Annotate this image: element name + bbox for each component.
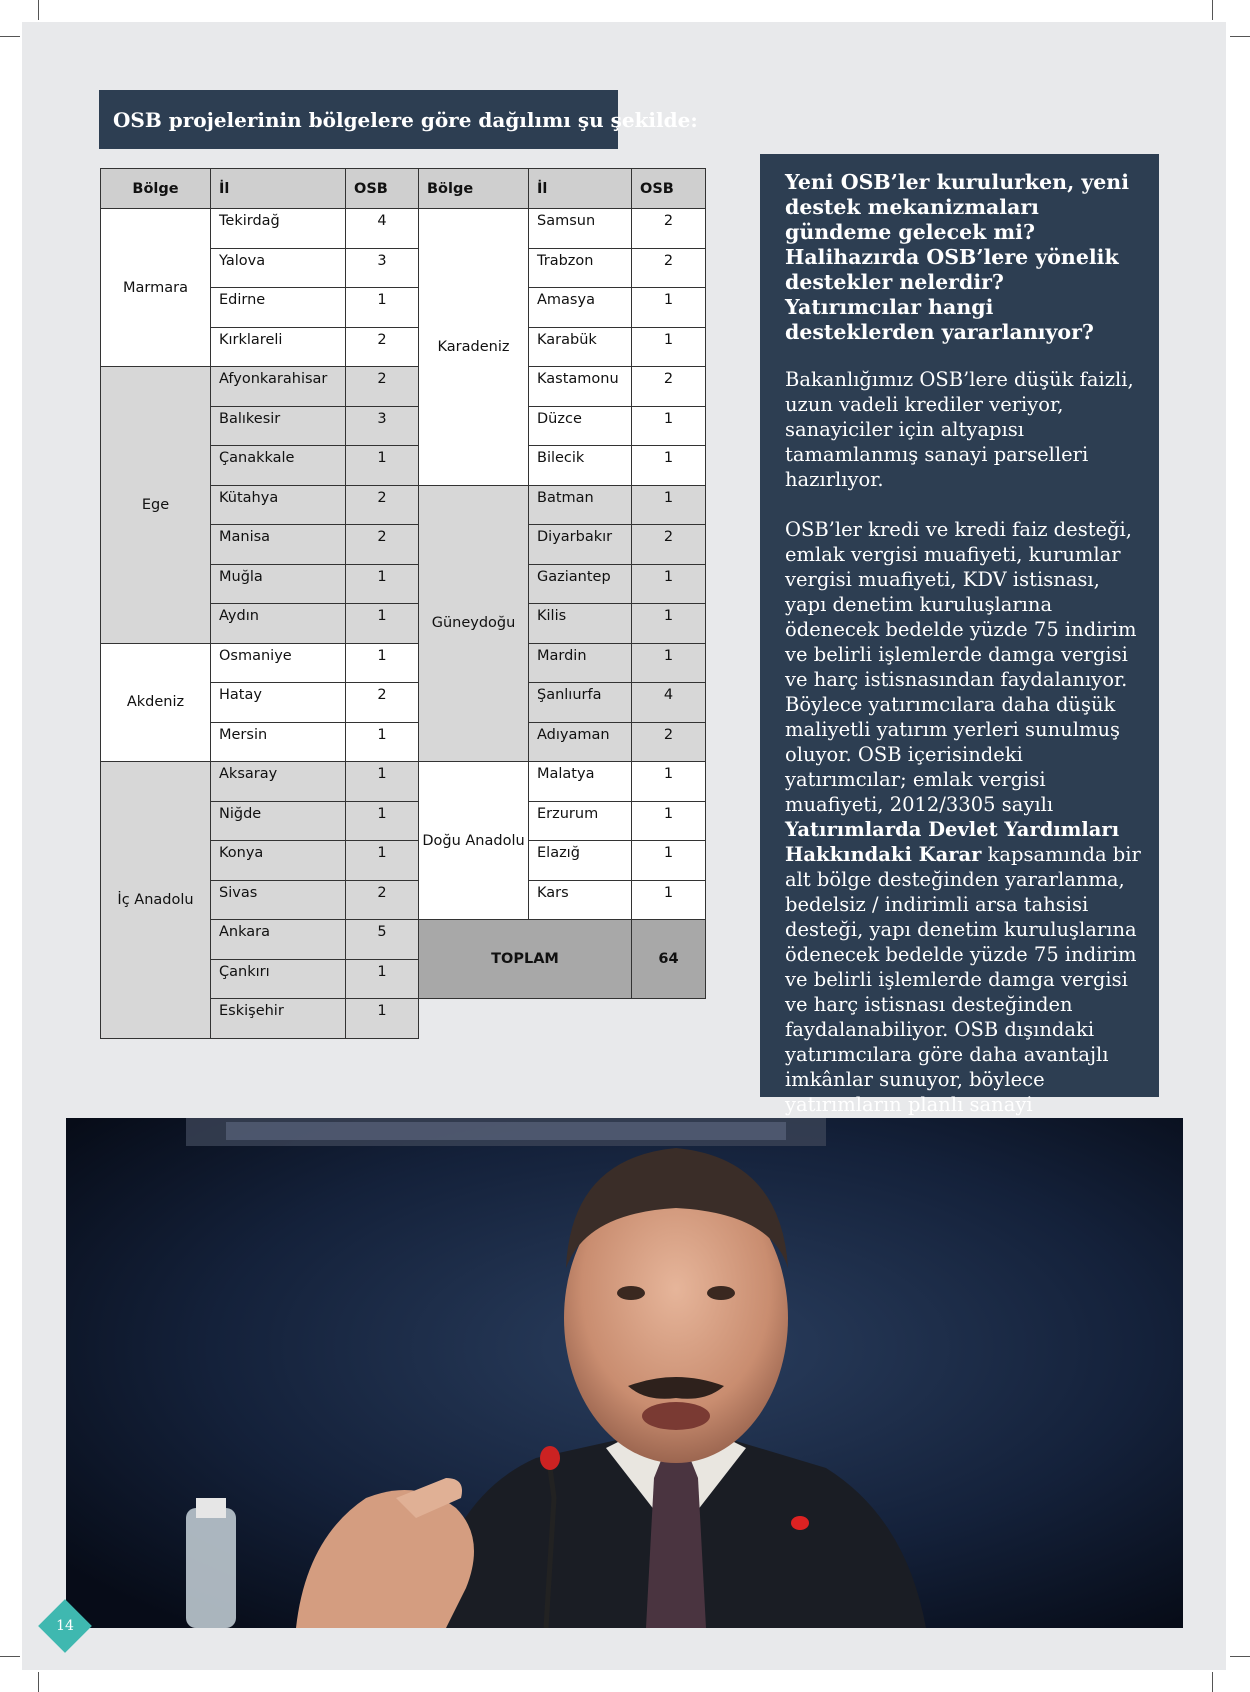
province-cell: Çanakkale [211,446,346,486]
osb-count-cell: 4 [346,209,419,249]
province-cell: Mersin [211,722,346,762]
province-cell: Hatay [211,683,346,723]
osb-count-cell: 1 [632,841,706,881]
table-header-row [101,169,706,209]
province-cell: Mardin [529,643,632,683]
header-il: İl [529,169,632,209]
province-cell: Batman [529,485,632,525]
crop-mark [1212,0,1213,20]
table-row [101,209,706,249]
province-cell: Aydın [211,604,346,644]
answer-text: OSB’ler kredi ve kredi faiz desteği, emlak vergisi muafiyeti, kurumlar vergisi muafiyeti, KDV istisnası, yapı denetim kuruluşlarına ödenecek bedelde yüzde 75 indirim ve belirli işlemlerde damga vergisi ve harç istisnasından faydalanıyor. Böylece yatırımcılara daha düşük maliyetli yatırım yerleri sunulmuş oluyor. OSB içerisindeki yatırımcılar; emlak vergisi muafiyeti, 2012/3305 sayılı [785,518,1137,816]
osb-count-cell: 2 [632,722,706,762]
province-cell: Kars [529,880,632,920]
interview-sidebar [760,154,1159,1116]
province-cell: Osmaniye [211,643,346,683]
province-cell: Karabük [529,327,632,367]
province-cell: Trabzon [529,248,632,288]
region-cell: İç Anadolu [101,762,211,1039]
province-cell: Eskişehir [211,999,346,1039]
page-number: 14 [56,1618,74,1634]
province-cell: Kilis [529,604,632,644]
region-cell: Akdeniz [101,643,211,762]
province-cell: Aksaray [211,762,346,802]
section-heading: OSB projelerinin bölgelere göre dağılımı şu şekilde: [99,90,618,149]
region-cell: Ege [101,367,211,644]
province-cell: Kütahya [211,485,346,525]
osb-count-cell: 1 [632,327,706,367]
province-cell: Tekirdağ [211,209,346,249]
answer-text: kapsamında bir alt bölge desteğinden yararlanma, bedelsiz / indirimli arsa tahsisi desteği, yapı denetim kuruluşlarına ödenecek bedelde yüzde 75 indirim ve belirli işlemlerde damga vergisi ve harç istisnası desteğinden faydalanabiliyor. OSB dışındaki yatırımcılara göre daha avantajlı imkânlar sunuyor, böylece yatırımların planlı sanayi [785,843,1141,1116]
header-bolge: Bölge [101,169,211,209]
region-cell: Doğu Anadolu [419,762,529,920]
total-value: 64 [632,920,706,999]
osb-count-cell: 1 [346,446,419,486]
osb-count-cell: 2 [346,327,419,367]
province-cell: Şanlıurfa [529,683,632,723]
osb-count-cell: 1 [632,880,706,920]
osb-count-cell: 1 [346,564,419,604]
province-cell: Amasya [529,288,632,328]
region-cell: Karadeniz [419,209,529,486]
crop-mark [38,1672,39,1692]
interview-question: Yeni OSB’ler kurulurken, yeni destek mekanizmaları gündeme gelecek mi? Halihazırda OSB’lere yönelik destekler nelerdir? Yatırımcılar hangi desteklerden yararlanıyor? [785,170,1129,344]
province-cell: Manisa [211,525,346,565]
total-label: TOPLAM [419,920,632,999]
province-cell: Niğde [211,801,346,841]
osb-count-cell: 1 [346,999,419,1039]
header-osb: OSB [346,169,419,209]
osb-count-cell: 1 [632,406,706,446]
osb-distribution-table [100,168,706,1039]
osb-count-cell: 1 [632,604,706,644]
osb-count-cell: 1 [632,485,706,525]
answer-bold-text: Yatırımlarda Devlet Yardımları Hakkındaki Karar [785,818,1120,866]
osb-count-cell: 2 [346,880,419,920]
province-cell: Muğla [211,564,346,604]
region-cell: Güneydoğu [419,485,529,762]
crop-mark [38,0,39,20]
crop-mark [1230,36,1250,37]
osb-count-cell: 2 [346,485,419,525]
osb-count-cell: 1 [346,604,419,644]
osb-count-cell: 1 [346,841,419,881]
province-cell: Sivas [211,880,346,920]
osb-count-cell: 3 [346,406,419,446]
province-cell: Düzce [529,406,632,446]
osb-count-cell: 2 [632,525,706,565]
header-bolge: Bölge [419,169,529,209]
table-row [101,643,706,683]
osb-count-cell: 2 [632,209,706,249]
province-cell: Balıkesir [211,406,346,446]
answer-paragraph [785,517,1141,1167]
province-cell: Bilecik [529,446,632,486]
osb-count-cell: 1 [346,801,419,841]
osb-count-cell: 2 [632,248,706,288]
osb-count-cell: 5 [346,920,419,960]
province-cell: Kastamonu [529,367,632,407]
province-cell: Erzurum [529,801,632,841]
province-cell: Edirne [211,288,346,328]
crop-mark [1230,1656,1250,1657]
province-cell: Konya [211,841,346,881]
province-cell: Malatya [529,762,632,802]
province-cell: Kırklareli [211,327,346,367]
osb-count-cell: 1 [346,643,419,683]
crop-mark [0,1656,20,1657]
osb-count-cell: 2 [346,525,419,565]
header-osb: OSB [632,169,706,209]
osb-count-cell: 1 [632,564,706,604]
speaker-photo [66,1118,1183,1628]
province-cell: Ankara [211,920,346,960]
crop-mark [0,36,20,37]
province-cell: Yalova [211,248,346,288]
province-cell: Samsun [529,209,632,249]
empty-cell [419,999,706,1039]
osb-count-cell: 2 [632,367,706,407]
osb-count-cell: 1 [346,762,419,802]
osb-count-cell: 1 [632,801,706,841]
answer-paragraph: Bakanlığımız OSB’lere düşük faizli, uzun vadeli krediler veriyor, sanayiciler için altyapısı tamamlanmış sanayi parselleri hazırlıyor. [785,368,1134,491]
osb-count-cell: 2 [346,683,419,723]
osb-count-cell: 3 [346,248,419,288]
province-cell: Çankırı [211,959,346,999]
province-cell: Afyonkarahisar [211,367,346,407]
osb-count-cell: 1 [632,446,706,486]
province-cell: Gaziantep [529,564,632,604]
osb-count-cell: 1 [346,722,419,762]
osb-count-cell: 1 [632,643,706,683]
table-row [101,762,706,802]
province-cell: Diyarbakır [529,525,632,565]
header-il: İl [211,169,346,209]
province-cell: Elazığ [529,841,632,881]
osb-count-cell: 1 [346,288,419,328]
crop-mark [1212,1672,1213,1692]
osb-count-cell: 1 [632,288,706,328]
osb-count-cell: 4 [632,683,706,723]
speaker-photo-illustration [66,1118,1183,1628]
table-row [101,367,706,407]
region-cell: Marmara [101,209,211,367]
osb-count-cell: 1 [632,762,706,802]
osb-count-cell: 2 [346,367,419,407]
osb-count-cell: 1 [346,959,419,999]
province-cell: Adıyaman [529,722,632,762]
